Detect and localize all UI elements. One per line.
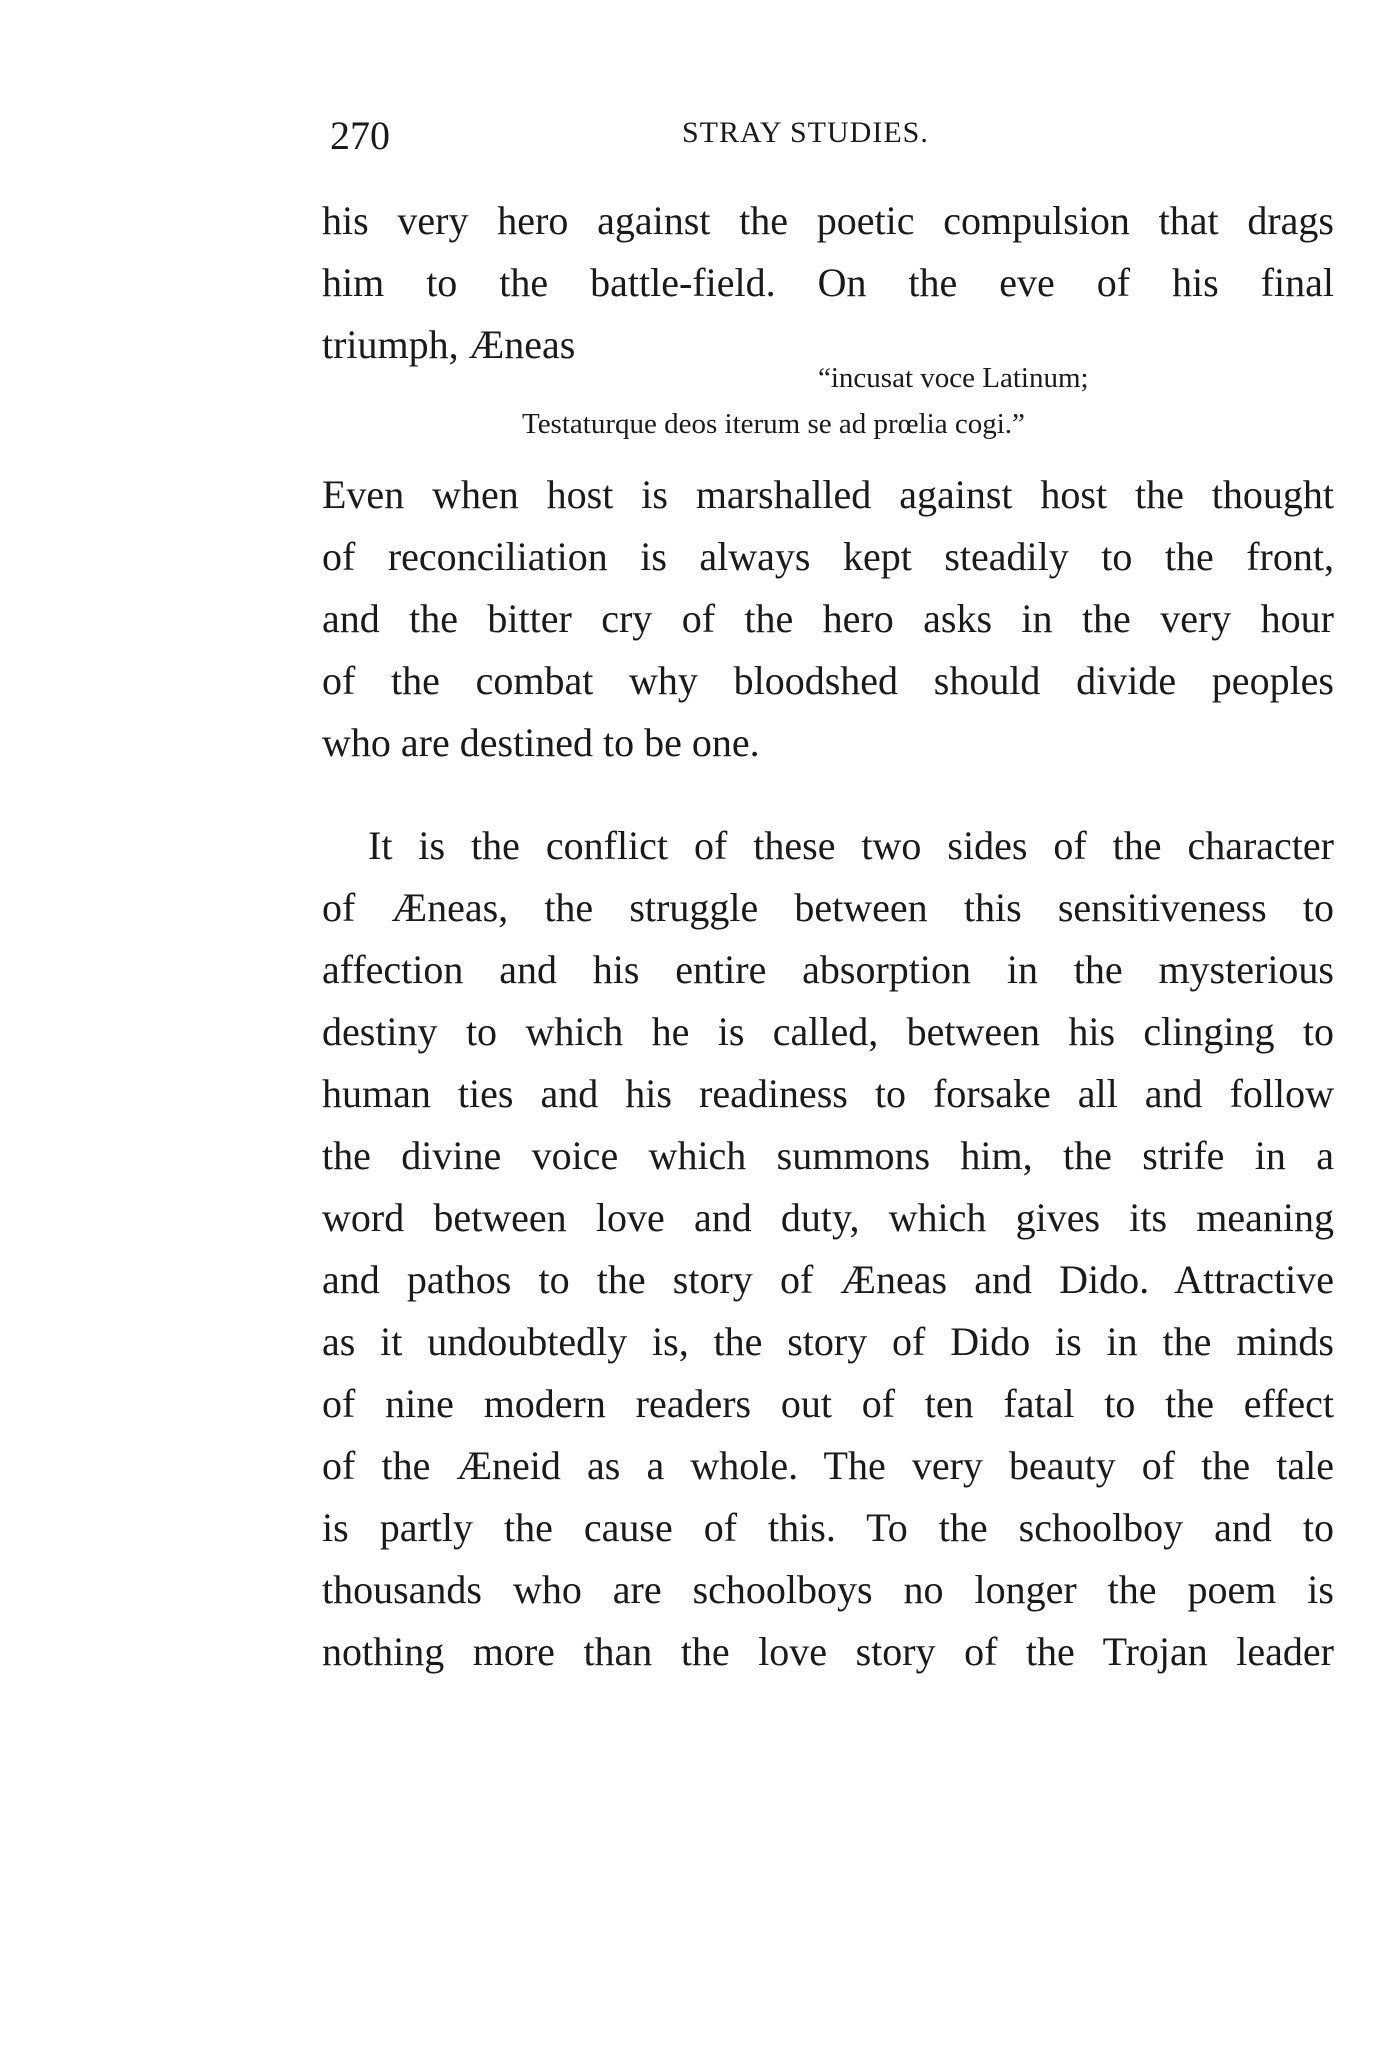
text-line: Even when host is marshalled against host the thought bbox=[322, 472, 1334, 517]
text-line: and the bitter cry of the hero asks in the very hour bbox=[322, 596, 1334, 641]
paragraph bbox=[322, 464, 1334, 774]
text-line: as it undoubtedly is, the story of Dido is in the minds bbox=[322, 1319, 1334, 1364]
text-line: triumph, Æneas bbox=[322, 322, 576, 367]
text-line: who are destined to be one. bbox=[322, 720, 760, 765]
text-line: thousands who are schoolboys no longer the poem is bbox=[322, 1567, 1334, 1612]
text-line: word between love and duty, which gives its meaning bbox=[322, 1195, 1334, 1240]
text-line: him to the battle-field. On the eve of his final bbox=[322, 260, 1334, 305]
intro-text bbox=[322, 190, 1334, 376]
text-line: of the combat why bloodshed should divide peoples bbox=[322, 658, 1334, 703]
text-line: affection and his entire absorption in the mysterious bbox=[322, 947, 1334, 992]
text-line: the divine voice which summons him, the strife in a bbox=[322, 1133, 1334, 1178]
running-title: STRAY STUDIES. bbox=[682, 116, 929, 149]
text-line: is partly the cause of this. To the schoolboy and to bbox=[322, 1505, 1334, 1550]
quotation-line: Testaturque deos iterum se ad prœlia cogi.” bbox=[522, 408, 1025, 440]
paragraph bbox=[322, 815, 1334, 1683]
quotation-line: “incusat voce Latinum; bbox=[818, 362, 1089, 394]
text-line: of nine modern readers out of ten fatal to the effect bbox=[322, 1381, 1334, 1426]
text-line: and pathos to the story of Æneas and Dido. Attractive bbox=[322, 1257, 1334, 1302]
text-line: destiny to which he is called, between his clinging to bbox=[322, 1009, 1334, 1054]
text-line: his very hero against the poetic compulsion that drags bbox=[322, 198, 1334, 243]
text-line: human ties and his readiness to forsake all and follow bbox=[322, 1071, 1334, 1116]
text-line: of reconciliation is always kept steadily to the front, bbox=[322, 534, 1334, 579]
text-line: It is the conflict of these two sides of the character bbox=[368, 823, 1334, 868]
running-head bbox=[330, 112, 1336, 162]
page-number: 270 bbox=[330, 113, 390, 158]
text-line: nothing more than the love story of the Trojan leader bbox=[322, 1629, 1334, 1674]
text-line: of the Æneid as a whole. The very beauty of the tale bbox=[322, 1443, 1334, 1488]
text-line: of Æneas, the struggle between this sensitiveness to bbox=[322, 885, 1334, 930]
